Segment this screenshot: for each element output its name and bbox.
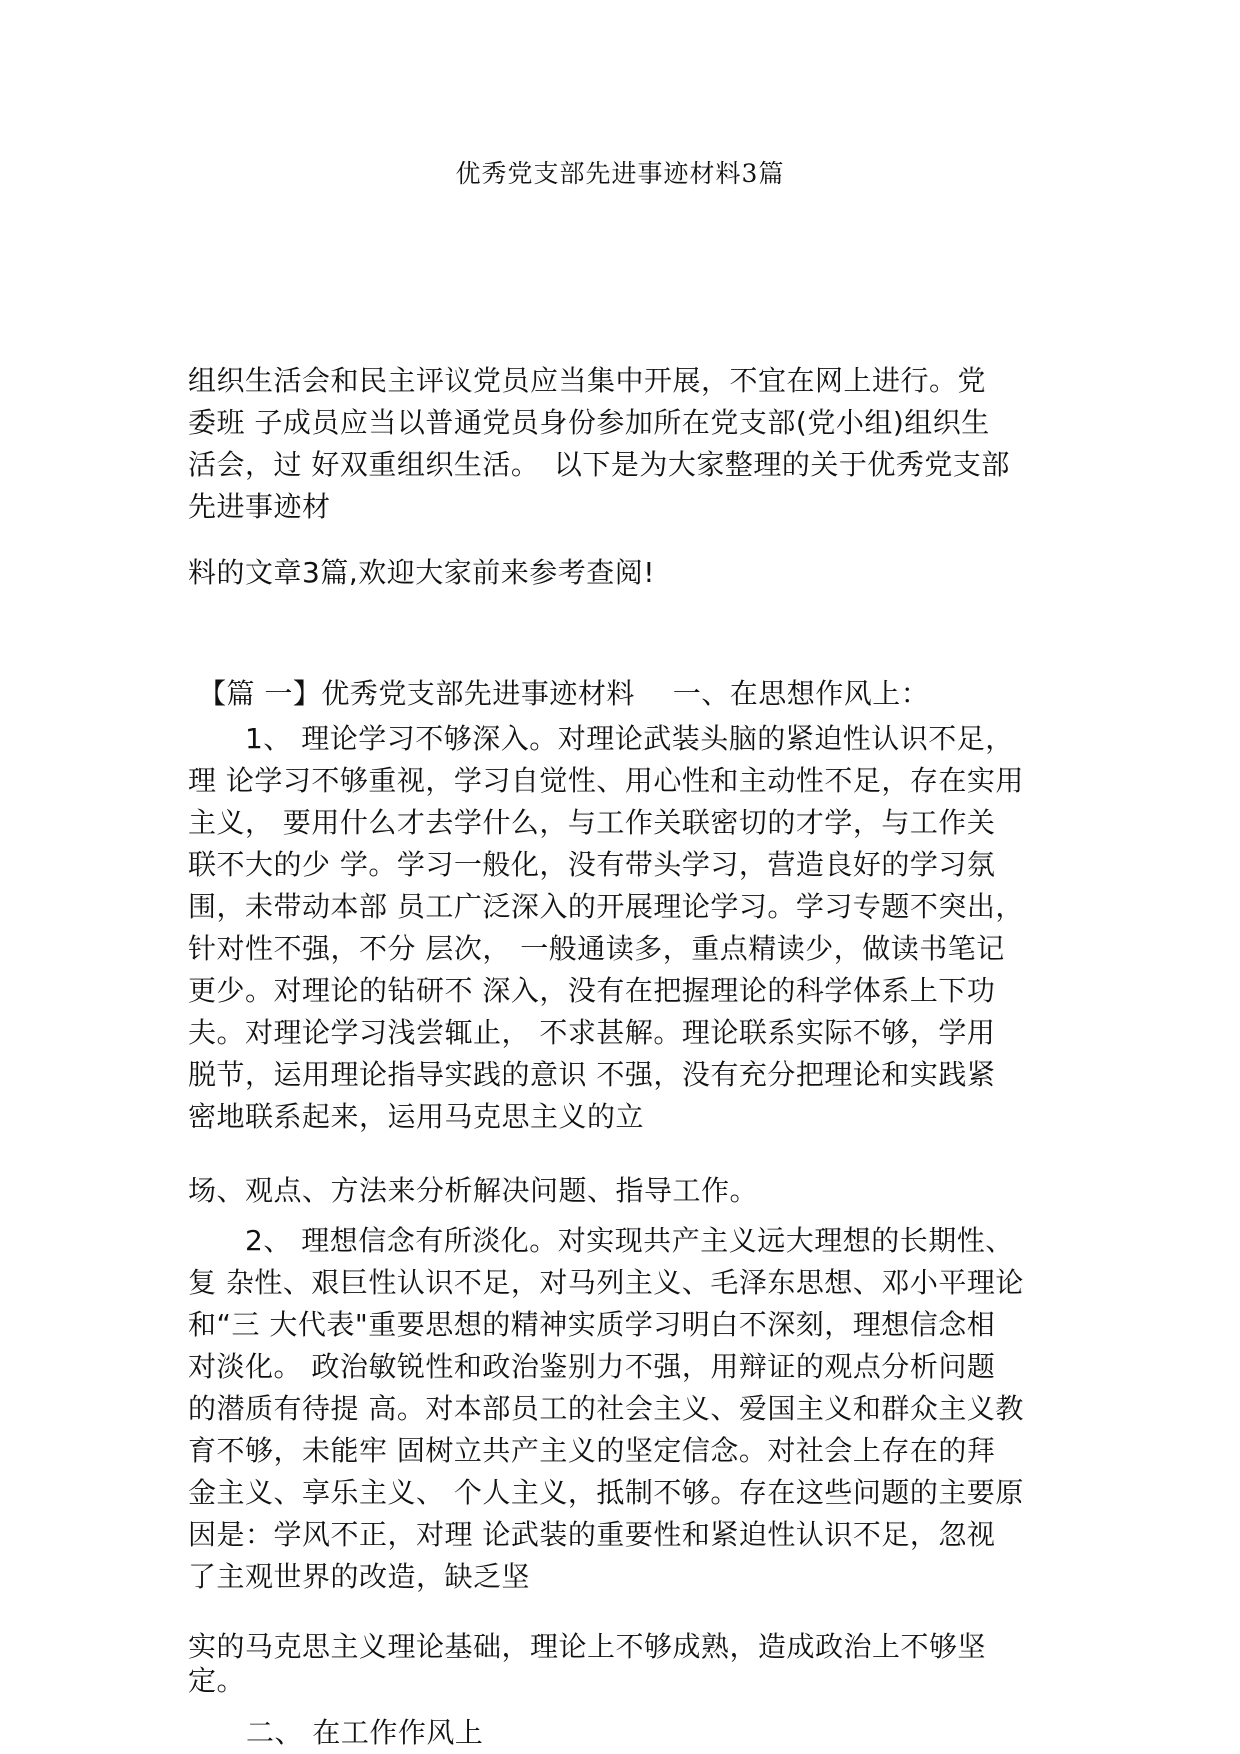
text-line: 的潜质有待提 高。对本部员工的社会主义、爱国主义和群众主义教 bbox=[188, 1392, 1024, 1425]
section-heading-text: 【篇 一】优秀党支部先进事迹材料 一、在思想作风上： bbox=[198, 677, 930, 710]
text-line: 因是：学风不正，对理 论武装的重要性和紧迫性认识不足，忽视 bbox=[188, 1518, 996, 1551]
text-line: 夫。对理论学习浅尝辄止， 不求甚解。理论联系实际不够，学用 bbox=[188, 1016, 996, 1049]
text-line: 对淡化。 政治敏锐性和政治鉴别力不强，用辩证的观点分析问题 bbox=[188, 1350, 996, 1383]
text-line: 活会，过 好双重组织生活。 以下是为大家整理的关于优秀党支部 bbox=[188, 448, 1010, 481]
paragraph-1-tail bbox=[188, 1170, 1068, 1212]
text-line: 先进事迹材 bbox=[188, 490, 331, 523]
text-line: 更少。对理论的钻研不 深入，没有在把握理论的科学体系上下功 bbox=[188, 974, 996, 1007]
intro-paragraph bbox=[188, 360, 1068, 528]
section-heading bbox=[198, 673, 1078, 715]
text-line: 围，未带动本部 员工广泛深入的开展理论学习。学习专题不突出， bbox=[188, 890, 1024, 923]
text-line: 理 论学习不够重视，学习自觉性、用心性和主动性不足，存在实用 bbox=[188, 764, 1024, 797]
text-line: 密地联系起来，运用马克思主义的立 bbox=[188, 1100, 645, 1133]
text-line: 实的马克思主义理论基础，理论上不够成熟，造成政治上不够坚 bbox=[188, 1630, 987, 1663]
text-line: 针对性不强，不分 层次， 一般通读多，重点精读少，做读书笔记 bbox=[188, 932, 1005, 965]
text-line: 了主观世界的改造，缺乏坚 bbox=[188, 1560, 531, 1593]
text-line: 组织生活会和民主评议党员应当集中开展，不宜在网上进行。党 bbox=[188, 364, 987, 397]
text-line: 1、 理论学习不够深入。对理论武装头脑的紧迫性认识不足， bbox=[188, 722, 1014, 755]
paragraph-1 bbox=[188, 718, 1068, 1138]
intro-paragraph-tail bbox=[188, 552, 1068, 594]
text-line: 复 杂性、艰巨性认识不足，对马列主义、毛泽东思想、邓小平理论 bbox=[188, 1266, 1024, 1299]
text-line: 料的文章3篇,欢迎大家前来参考查阅! bbox=[188, 556, 655, 589]
text-line: 脱节，运用理论指导实践的意识 不强，没有充分把理论和实践紧 bbox=[188, 1058, 996, 1091]
text-line: 定。 bbox=[188, 1664, 246, 1697]
subheading bbox=[246, 1712, 1126, 1754]
text-line: 场、观点、方法来分析解决问题、指导工作。 bbox=[188, 1174, 759, 1207]
text-line: 主义， 要用什么才去学什么，与工作关联密切的才学，与工作关 bbox=[188, 806, 996, 839]
document-title: 优秀党支部先进事迹材料3篇 bbox=[455, 159, 785, 188]
paragraph-2 bbox=[188, 1220, 1068, 1598]
text-line: 联不大的少 学。学习一般化，没有带头学习，营造良好的学习氛 bbox=[188, 848, 996, 881]
text-line: 育不够，未能牢 固树立共产主义的坚定信念。对社会上存在的拜 bbox=[188, 1434, 996, 1467]
text-line: 和“三 大代表"重要思想的精神实质学习明白不深刻，理想信念相 bbox=[188, 1308, 996, 1341]
text-line: 金主义、享乐主义、 个人主义，抵制不够。存在这些问题的主要原 bbox=[188, 1476, 1024, 1509]
text-line: 2、 理想信念有所淡化。对实现共产主义远大理想的长期性、 bbox=[188, 1224, 1014, 1257]
subheading-text: 二、 在工作作风上 bbox=[246, 1716, 484, 1749]
paragraph-2-tail bbox=[188, 1630, 1068, 1698]
text-line: 委班 子成员应当以普通党员身份参加所在党支部(党小组)组织生 bbox=[188, 406, 990, 439]
